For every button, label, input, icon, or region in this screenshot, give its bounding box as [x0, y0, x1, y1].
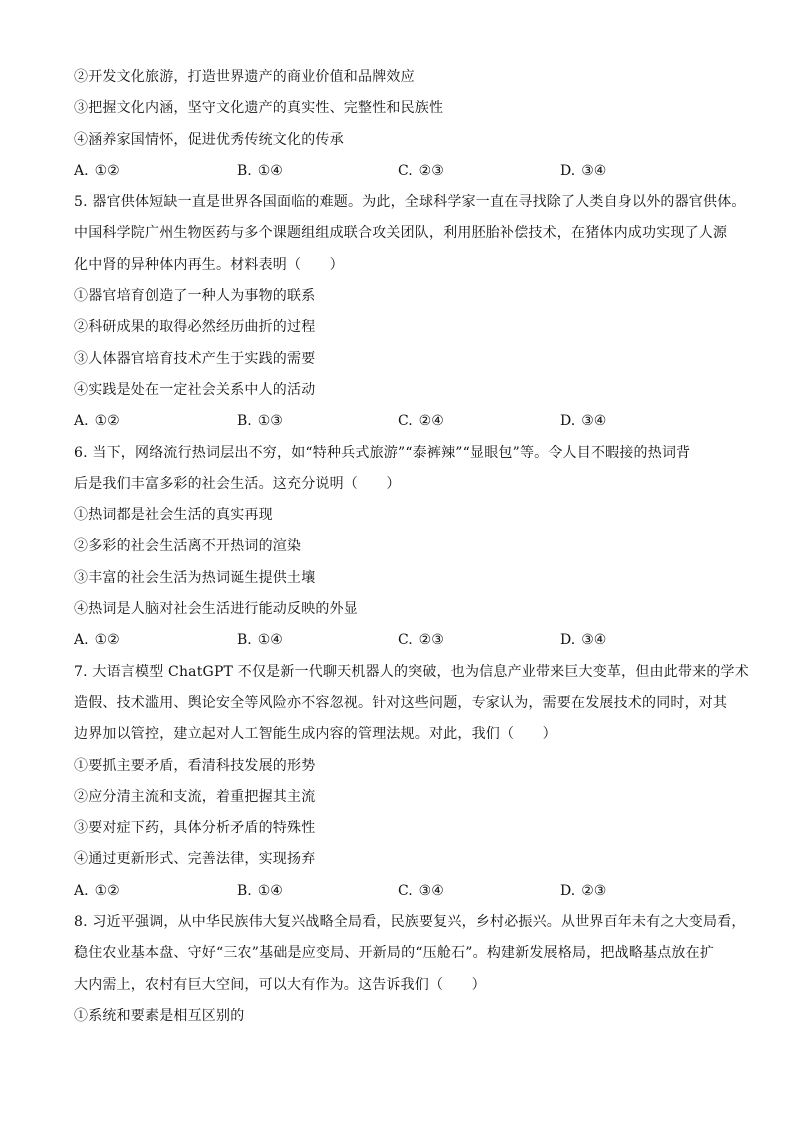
q7-item-4: ④通过更新形式、完善法律，实现扬弃: [74, 851, 316, 868]
q6-item-1: ①热词都是社会生活的真实再现: [74, 507, 273, 524]
q6-option-c[interactable]: C. ②③: [398, 632, 444, 649]
q6-option-b[interactable]: B. ①④: [237, 632, 283, 649]
q7-options: [74, 876, 724, 907]
q5-item-4: ④实践是处在一定社会关系中人的活动: [74, 381, 316, 398]
q5-option-a[interactable]: A. ①②: [74, 413, 120, 430]
q4-options: [74, 156, 724, 187]
q4-item-4: ④涵养家国情怀，促进优秀传统文化的传承: [74, 131, 344, 148]
q8-stem-line: 大内需上，农村有巨大空间，可以大有作为。这告诉我们（ ）: [74, 976, 486, 993]
q8-stem-line: 8. 习近平强调，从中华民族伟大复兴战略全局看，民族要复兴，乡村必振兴。从世界百年未有之大变局看，: [74, 914, 746, 931]
q5-option-b[interactable]: B. ①③: [237, 413, 283, 430]
q8-item-1: ①系统和要素是相互区别的: [74, 1007, 245, 1024]
q5-item-1: ①器官培育创造了一种人为事物的联系: [74, 288, 316, 305]
question-8: [74, 907, 746, 1032]
q5-item-3: ③人体器官培育技术产生于实践的需要: [74, 350, 316, 367]
q4-option-c[interactable]: C. ②③: [398, 162, 444, 179]
q5-item-2: ②科研成果的取得必然经历曲折的过程: [74, 319, 316, 336]
q7-option-b[interactable]: B. ①④: [237, 882, 283, 899]
q4-item-3: ③把握文化内涵，坚守文化遗产的真实性、完整性和民族性: [74, 100, 444, 117]
q6-options: [74, 625, 724, 656]
q5-stem-line: 中国科学院广州生物医药与多个课题组组成联合攻关团队，利用胚胎补偿技术，在猪体内成功实现了人源: [74, 225, 728, 242]
q6-option-a[interactable]: A. ①②: [74, 632, 120, 649]
q7-item-3: ③要对症下药，具体分析矛盾的特殊性: [74, 820, 316, 837]
q4-option-b[interactable]: B. ①④: [237, 162, 283, 179]
q5-options: [74, 406, 724, 437]
exam-page: [74, 62, 749, 1032]
q6-option-d[interactable]: D. ③④: [560, 632, 607, 649]
q7-stem-line: 边界加以管控，建立起对人工智能生成内容的管理法规。对此，我们（ ）: [74, 726, 557, 743]
q7-option-a[interactable]: A. ①②: [74, 882, 120, 899]
q6-item-4: ④热词是人脑对社会生活进行能动反映的外显: [74, 601, 358, 618]
q5-stem-line: 5. 器官供体短缺一直是世界各国面临的难题。为此，全球科学家一直在寻找除了人类自身以外的器官供体。: [74, 194, 746, 211]
question-4: [74, 62, 724, 187]
question-5: [74, 187, 746, 437]
q7-option-d[interactable]: D. ②③: [560, 882, 607, 899]
q4-option-d[interactable]: D. ③④: [560, 162, 607, 179]
q6-item-3: ③丰富的社会生活为热词诞生提供土壤: [74, 569, 316, 586]
q5-option-c[interactable]: C. ②④: [398, 413, 444, 430]
q7-item-2: ②应分清主流和支流，着重把握其主流: [74, 788, 316, 805]
q6-stem-line: 6. 当下，网络流行热词层出不穷，如“特种兵式旅游”“泰裤辣”“显眼包”等。令人目不暇接的热词背: [74, 444, 691, 461]
question-7: [74, 657, 749, 907]
q6-stem-line: 后是我们丰富多彩的社会生活。这充分说明（ ）: [74, 475, 401, 492]
q7-item-1: ①要抓主要矛盾，看清科技发展的形势: [74, 757, 316, 774]
q5-stem-line: 化中肾的异种体内再生。材料表明（ ）: [74, 256, 344, 273]
q5-option-d[interactable]: D. ③④: [560, 413, 607, 430]
q4-option-a[interactable]: A. ①②: [74, 162, 120, 179]
q7-option-c[interactable]: C. ③④: [398, 882, 444, 899]
q7-stem-line: 造假、技术滥用、舆论安全等风险亦不容忽视。针对这些问题，专家认为，需要在发展技术的同时，对其: [74, 694, 728, 711]
q8-stem-line: 稳住农业基本盘、守好“三农”基础是应变局、开新局的“压舱石”。构建新发展格局，把战略基点放在扩: [74, 945, 715, 962]
question-6: [74, 438, 724, 657]
q4-item-2: ②开发文化旅游，打造世界遗产的商业价值和品牌效应: [74, 69, 415, 85]
q7-stem-line: 7. 大语言模型 ChatGPT 不仅是新一代聊天机器人的突破，也为信息产业带来巨大变革，但由此带来的学术: [74, 663, 749, 680]
q6-item-2: ②多彩的社会生活离不开热词的渲染: [74, 538, 302, 555]
